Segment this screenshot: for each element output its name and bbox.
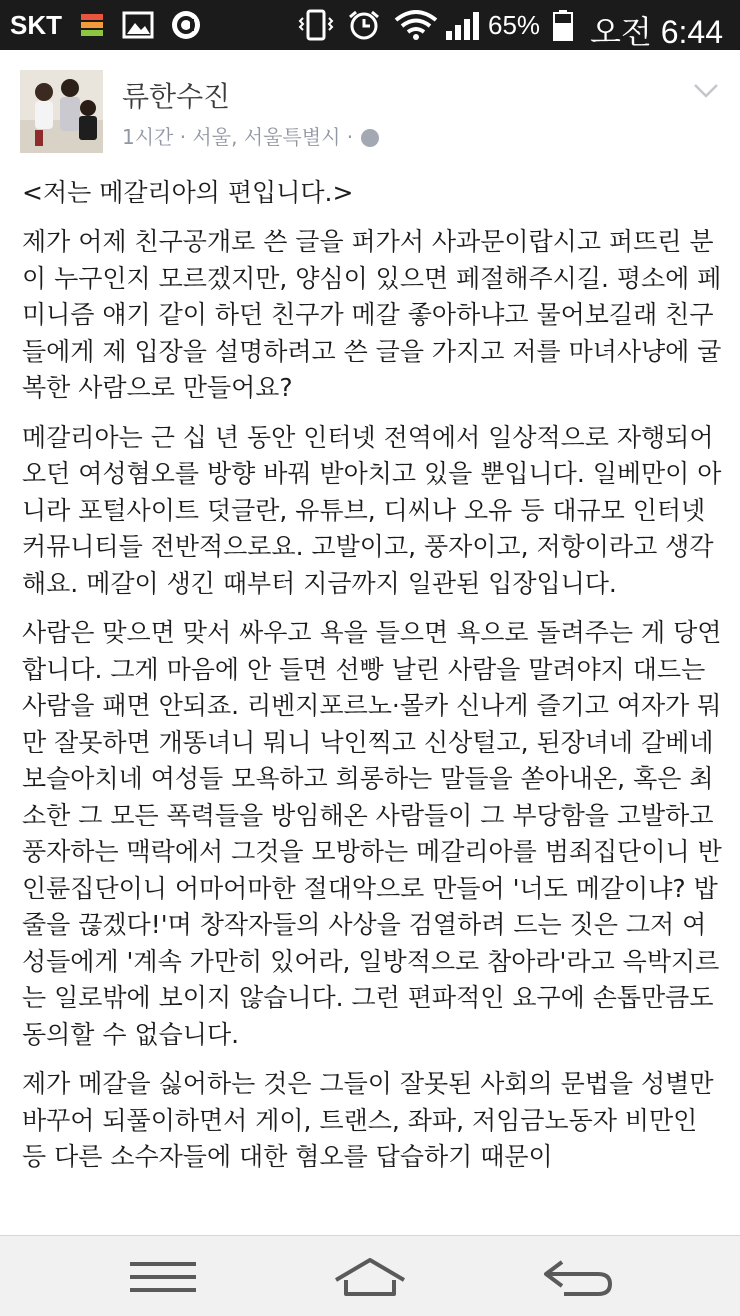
flipboard-icon: [78, 9, 106, 41]
post-meta-text[interactable]: 1시간 · 서울, 서울특별시 ·: [122, 125, 354, 149]
clock: 오전 6:44: [590, 14, 723, 50]
globe-icon: [361, 129, 379, 147]
wifi-icon: [394, 9, 438, 41]
author-name[interactable]: 류한수진: [122, 80, 231, 113]
battery-icon: [552, 9, 574, 41]
alarm-icon: [346, 9, 382, 41]
menu-icon[interactable]: [128, 1254, 198, 1300]
post-paragraph: 제가 메갈을 싫어하는 것은 그들이 잘못된 사회의 문법을 성별만 바꾸어 되풀이하면서 게이, 트랜스, 좌파, 저임금노동자 비만인 등 다른 소수자들에 대한 혐오를 답습하기 때문이: [22, 1069, 714, 1171]
profile-photo: [20, 70, 103, 153]
post-meta: [122, 121, 379, 150]
post-paragraph: 메갈리아는 근 십 년 동안 인터넷 전역에서 일상적으로 자행되어 오던 여성혐오를 방향 바꿔 받아치고 있을 뿐입니다. 일베만이 아니라 포털사이트 덧글란, 유튜브, 디씨나 오유 등 대규모 인터넷 커뮤니티들 전반적으로요. 고발이고, 풍자이고, 저항이라고 생각해요. 메갈이 생긴 때부터 지금까지 일관된 입장입니다.: [22, 422, 722, 598]
gallery-icon: [122, 9, 154, 41]
battery-percent: 65%: [488, 10, 541, 40]
post-heading: <저는 메갈리아의 편입니다.>: [22, 178, 354, 207]
navigation-bar: [0, 1235, 740, 1316]
vibrate-icon: [298, 9, 334, 41]
post-body: [22, 175, 722, 1189]
carrier-label: SKT: [10, 10, 62, 40]
signal-icon: [444, 9, 484, 41]
avatar[interactable]: [20, 70, 103, 153]
back-icon[interactable]: [540, 1254, 616, 1300]
status-bar: [0, 0, 740, 50]
post: [0, 50, 740, 1235]
post-paragraph: 사람은 맞으면 맞서 싸우고 욕을 들으면 욕으로 돌려주는 게 당연합니다. 그게 마음에 안 들면 선빵 날린 사람을 말려야지 대드는 사람을 패면 안되죠. 리벤지포르노·몰카 신나게 즐기고 여자가 뭐만 잘못하면 개똥녀니 뭐니 낙인찍고 신상털고, 된장녀네 갈베네 보슬아치네 여성들 모욕하고 희롱하는 말들을 쏟아내온, 혹은 최소한 그 모든 폭력들을 방임해온 사람들이 그 부당함을 고발하고 풍자하는 맥락에서 그것을 모방하는 메갈리아를 범죄집단이니 반인륜집단이니 어마어마한 절대악으로 만들어 '너도 메갈이냐? 밥줄을 끊겠다!'며 창작자들의 사상을 검열하려 드는 짓은 그저 여성들에게 '계속 가만히 있어라, 일방적으로 참아라'라고 윽박지르는 일로밖에 보이지 않습니다. 그런 편파적인 요구에 손톱만큼도 동의할 수 없습니다.: [22, 618, 722, 1049]
home-icon[interactable]: [330, 1254, 410, 1300]
chevron-down-icon[interactable]: [692, 82, 720, 100]
circle-a-icon: [170, 9, 202, 41]
post-paragraph: 제가 어제 친구공개로 쓴 글을 퍼가서 사과문이랍시고 퍼뜨린 분이 누구인지 모르겠지만, 양심이 있으면 페절해주시길. 평소에 페미니즘 얘기 같이 하던 친구가 메갈 좋아하냐고 물어보길래 친구들에게 제 입장을 설명하려고 쓴 글을 가지고 저를 마녀사냥에 굴복한 사람으로 만들어요?: [22, 227, 722, 402]
